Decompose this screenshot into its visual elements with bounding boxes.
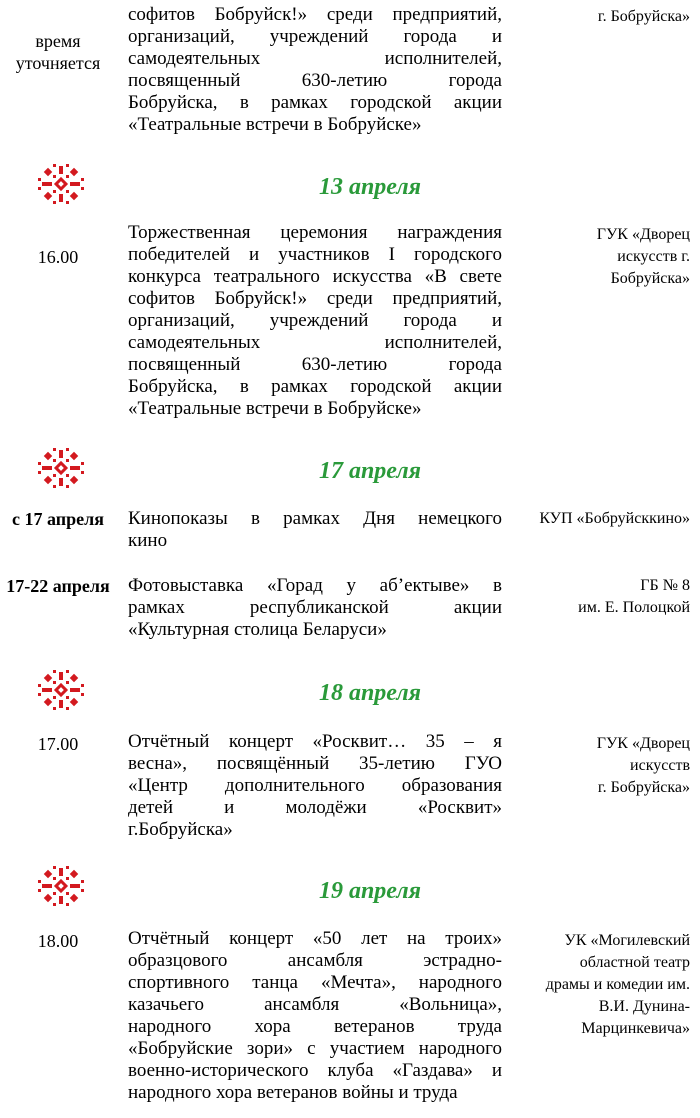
event-description [128,4,502,136]
place-line: КУП «Бобруйсккино» [539,510,690,527]
place-line: В.И. Дунина- [598,998,690,1015]
place-line: ГУК «Дворец [596,226,690,243]
ornament-icon [38,164,84,204]
description-line: посвященный 630-летию города [128,354,502,375]
event-place [510,224,690,290]
event-time: 18.00 [37,931,79,951]
place-line: им. Е. Полоцкой [578,599,690,616]
description-line: самодеятельных исполнителей, [128,332,502,353]
place-line: областной театр [579,954,690,971]
description-line: рамках республиканской акции [128,597,502,618]
description-line: военно-исторического клуба «Газдава» и [128,1060,502,1081]
description-line: Бобруйска, в рамках городской акции [128,376,502,397]
ornament-icon [38,866,84,906]
ornament-icon [38,448,84,488]
event-description [128,222,502,420]
place-line: г. Бобруйска» [597,779,690,796]
description-line: «Театральные встречи в Бобруйске» [128,114,422,135]
event-time: 17.00 [37,734,79,754]
description-line: народного хора ветеранов труда [128,1016,502,1037]
description-line: самодеятельных исполнителей, [128,48,502,69]
description-line: организаций, учреждений города и [128,26,502,47]
description-line: весна», посвящённый 35-летию ГУО [128,753,502,774]
place-line: ГБ № 8 [640,577,690,594]
description-line: конкурса театрального искусства «В свете [128,266,502,287]
event-place [510,733,690,799]
event-time: время уточняется [15,31,101,73]
place-line: искусств г. [617,248,690,265]
event-place [510,575,690,619]
event-place [510,508,690,530]
ornament-icon [38,670,84,710]
description-line: образцового ансамбля эстрадно- [128,950,502,971]
place-line: ГУК «Дворец [596,735,690,752]
place-line: Марцинкевича» [581,1020,690,1037]
description-line: Бобруйска, в рамках городской акции [128,92,502,113]
date-title: 13 апреля [318,174,422,200]
description-line: г.Бобруйска» [128,819,233,840]
description-line: спортивного танца «Мечта», народного [128,972,502,993]
description-line: Кинопоказы в рамках Дня немецкого [128,508,502,529]
description-line: кино [128,530,168,551]
description-line: победителей и участников I городского [128,244,502,265]
event-description [128,928,502,1104]
description-line: «Бобруйские зори» с участием народного [128,1038,502,1059]
description-line: Отчётный концерт «Росквит… 35 – я [128,731,502,752]
description-line: софитов Бобруйск!» среди предприятий, [128,288,502,309]
event-place [510,930,690,1040]
description-line: посвященный 630-летию города [128,70,502,91]
event-time: 17-22 апреля [6,576,110,596]
description-line: казачьего ансамбля «Вольница», [128,994,502,1015]
description-line: «Центр дополнительного образования [128,775,502,796]
description-line: детей и молодёжи «Росквит» [128,797,502,818]
description-line: софитов Бобруйск!» среди предприятий, [128,4,502,25]
date-title: 19 апреля [318,878,422,904]
event-place: г. Бобруйска» [597,8,690,25]
place-line: драмы и комедии им. [545,976,690,993]
description-line: организаций, учреждений города и [128,310,502,331]
description-line: «Культурная столица Беларуси» [128,619,387,640]
date-title: 18 апреля [318,680,422,706]
place-line: искусств [630,757,690,774]
description-line: Отчётный концерт «50 лет на троих» [128,928,502,949]
event-description [128,731,502,841]
event-time: с 17 апреля [12,509,104,529]
description-line: народного хора ветеранов войны и труда [128,1082,458,1103]
event-description [128,575,502,641]
description-line: «Театральные встречи в Бобруйске» [128,398,422,419]
place-line: Бобруйска» [610,270,690,287]
date-title: 17 апреля [318,458,422,484]
description-line: Торжественная церемония награждения [128,222,502,243]
event-description [128,508,502,552]
place-line: УК «Могилевский [564,932,690,949]
event-time: 16.00 [37,247,79,267]
description-line: Фотовыставка «Горад у аб’ектыве» в [128,575,502,596]
